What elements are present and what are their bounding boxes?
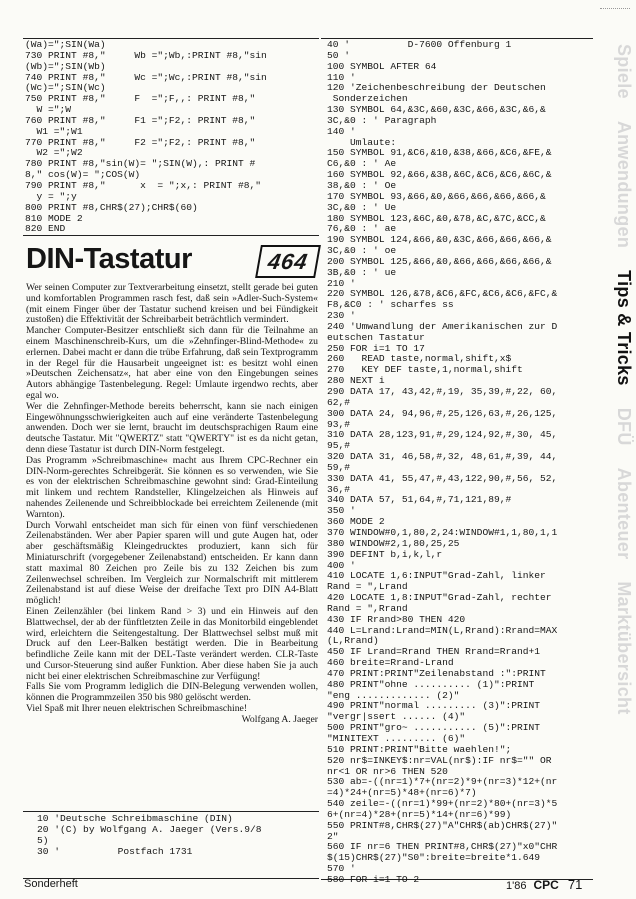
sidebar-section-3: DFÜ — [614, 407, 634, 446]
code-line: W1 =";W1 — [25, 125, 83, 137]
code-line: 560 IF nr=6 THEN PRINT#8,CHR$(27)"x0"CHR — [327, 841, 558, 853]
code-line: 580 FOR i=1 TO 2 — [327, 873, 420, 885]
code-line: W2 =";W2 — [25, 147, 83, 159]
code-line: 430 IF Rrand>80 THEN 420 — [327, 613, 466, 625]
code-line: W =";W — [25, 104, 72, 116]
article-title: DIN-Tastatur — [26, 243, 192, 275]
article-paragraph: Das Programm »Schreibmaschine« macht aus Ihrem CPC-Rechner ein DIN-Norm-gerechtes Schreibgerät. Sie können es so verwenden, wie Sie es von der elektrischen Schreibmaschine gewohnt sind: Grad-Einteilung mit linkem und rechtem Randsteller, Klingelzeichen als Hinweis auf nahendes Zeilenende und Schreibblockade bei erreichtem Zeilenende (mit Warnton). — [26, 454, 318, 520]
code-line: 100 SYMBOL AFTER 64 — [327, 60, 437, 72]
code-line: 450 IF Lrand=Rrand THEN Rrand=Rrand+1 — [327, 646, 541, 658]
code-line: 76,&0 : ' ae — [327, 223, 397, 235]
code-line: 390 DEFINT b,i,k,l,r — [327, 548, 443, 560]
code-line: 760 PRINT #8," F1 =";F2,: PRINT #8," — [25, 114, 256, 126]
code-line: 59,# — [327, 461, 351, 473]
code-line: 400 ' — [327, 559, 356, 571]
badge-label: 464 — [266, 248, 311, 274]
code-line: 570 ' — [327, 863, 356, 875]
code-line: 730 PRINT #8," Wb =";Wb,:PRINT #8,"sin — [25, 49, 267, 61]
code-line: 540 zeile=-((nr=1)*99+(nr=2)*80+(nr=3)*5 — [327, 798, 558, 810]
code-line: 370 WINDOW#0,1,80,2,24:WINDOW#1,1,80,1,1 — [327, 526, 558, 538]
code-line: 260 READ taste,normal,shift,x$ — [327, 353, 512, 365]
code-line: 490 PRINT"normal ......... (3)":PRINT — [327, 700, 541, 712]
article-paragraph: Einen Zeilenzähler (bei linkem Rand > 3) und ein Hinweis auf den Blattwechsel, der ab der fünftletzten Zeile in das Monitorbild eingeblendet wird, erleichtern die Seitengestaltung. Der Blattwechsel selbst muß mit Druck auf den Leer-Balken bestätigt werden. Die in Bearbeitung befindliche Zeile kann mit der DEL-Taste verändert werden. CLR-Taste und Cursor-Steuerung sind außer Funktion. Aber diese haben Sie ja auch nicht bei einer elektrischen Schreibmaschine zur Verfügung! — [26, 605, 318, 682]
code-line: 130 SYMBOL 64,&3C,&60,&3C,&66,&3C,&6,& — [327, 104, 546, 116]
code-line: (Wb)=";SIN(Wb) — [25, 60, 106, 72]
code-line: 3B,&0 : ' ue — [327, 266, 397, 278]
code-line: 8," cos(W)= ";COS(W) — [25, 169, 141, 181]
code-line: 38,&0 : ' Oe — [327, 179, 397, 191]
page-number: 71 — [567, 877, 583, 892]
code-line: Umlaute: — [327, 136, 397, 148]
code-line: 3C,&0 : ' Ue — [327, 201, 397, 213]
code-line: 95,# — [327, 440, 351, 452]
footer-brand: CPC — [533, 878, 559, 892]
code-line: 62,# — [327, 396, 351, 408]
code-line: (Wc)=";SIN(Wc) — [25, 82, 106, 94]
code-line: y = ";y — [25, 190, 77, 202]
code-line: "vergr|ssert ...... (4)" — [327, 711, 466, 723]
code-line: 300 DATA 24, 94,96,#,25,126,63,#,26,125, — [327, 407, 558, 419]
code-line: 170 SYMBOL 93,&66,&0,&66,&66,&66,&66,& — [327, 190, 546, 202]
code-line: 420 LOCATE 1,8:INPUT"Grad-Zahl, rechter — [327, 592, 552, 604]
code-line: F8,&C0 : ' scharfes ss — [327, 299, 454, 311]
code-line: 93,# — [327, 418, 351, 430]
code-line: 380 WINDOW#2,1,80,25,25 — [327, 537, 460, 549]
code-line: 310 DATA 28,123,91,#,29,124,92,#,30, 45, — [327, 429, 558, 441]
code-line: 290 DATA 17, 43,42,#,19, 35,39,#,22, 60, — [327, 386, 558, 397]
code-line: =4)*24+(nr=5)*48+(nr=6)*7) — [327, 787, 477, 799]
code-line: 2" — [327, 830, 339, 842]
left-code-listing-bottom — [23, 812, 319, 857]
left-code-listing-top — [23, 39, 319, 235]
code-line: 30 ' Postfach 1731 — [37, 845, 193, 857]
code-line: 110 ' — [327, 71, 356, 83]
code-line: 150 SYMBOL 91,&C6,&10,&38,&66,&C6,&FE,& — [327, 147, 552, 159]
code-line: 36,# — [327, 483, 351, 495]
code-line: Sonderzeichen — [327, 93, 408, 105]
code-line: 220 SYMBOL 126,&78,&C6,&FC,&C6,&C6,&FC,& — [327, 288, 558, 300]
code-line: 140 ' — [327, 125, 356, 137]
code-line: 190 SYMBOL 124,&66,&0,&3C,&66,&66,&66,& — [327, 234, 552, 246]
code-line: 20 '(C) by Wolfgang A. Jaeger (Vers.9/8 — [37, 823, 262, 835]
code-line: 230 ' — [327, 310, 356, 322]
code-line: 200 SYMBOL 125,&66,&0,&66,&66,&66,&66,& — [327, 255, 552, 267]
sidebar-section-2: Tips & Tricks — [614, 270, 634, 386]
code-line: 750 PRINT #8," F =";F,,: PRINT #8," — [25, 93, 256, 105]
code-line: 500 PRINT"gro~ ........... (5)":PRINT — [327, 722, 541, 734]
article-paragraph: Durch Vorwahl entscheidet man sich für einen von fünf verschiedenen Zeilenabständen. Wer aber Papier sparen will und gute Augen hat, oder aber geschäftsmäßig Kleingedrucktes produziert, kann sich für Miniaturschrift (vorgegebener Zeilenabstand) entscheiden. Er kann dann statt maximal 80 Zeichen pro Zeile bis zu 132 Zeichen bis zum Zeilenwechsel schreiben. Im Vergleich zur Normalschrift mit mittlerem Zeilenabstand ist auf diese Weise der dreifache Text pro DIN A4-Blatt möglich! — [26, 519, 318, 607]
sidebar-section-1: Anwendungen — [614, 120, 634, 249]
code-line: 5) — [37, 834, 49, 846]
code-line: (L,Rrand) — [327, 635, 379, 647]
code-line: 320 DATA 31, 46,58,#,32, 48,61,#,39, 44, — [327, 451, 558, 463]
code-line: 820 END — [25, 223, 66, 235]
code-line: "eng ............. (2)" — [327, 689, 460, 701]
code-line: 160 SYMBOL 92,&66,&38,&6C,&C6,&C6,&6C,& — [327, 169, 552, 181]
code-line: 470 PRINT:PRINT"Zeilenabstand :":PRINT — [327, 667, 546, 679]
code-line: 480 PRINT"ohne .......... (1)":PRINT — [327, 678, 535, 690]
code-line: 250 FOR i=1 TO 17 — [327, 342, 425, 354]
code-line: 50 ' — [327, 49, 351, 61]
section-sidebar — [596, 44, 634, 874]
code-line: 210 ' — [327, 277, 356, 289]
code-line: 10 'Deutsche Schreibmaschine (DIN) — [37, 813, 233, 824]
code-line: 120 'Zeichenbeschreibung der Deutschen — [327, 82, 546, 94]
article-paragraph: Wer seinen Computer zur Textverarbeitung einsetzt, stellt gerade bei guten und komfortablen Programmen rasch fest, daß sein »Adler-Such-System« (mit einem Finger über der Tastatur suchend kreisen und bei Fündigkeit zustoßen) die Effektivität der Schreibarbeit beträchtlich vermindert. — [26, 282, 318, 326]
code-line: 800 PRINT #8,CHR$(27);CHR$(60) — [25, 201, 198, 213]
top-edge-mark — [600, 8, 630, 13]
code-line: 460 breite=Rrand-Lrand — [327, 657, 454, 669]
code-line: 3C,&0 : ' Paragraph — [327, 114, 437, 126]
code-line: 40 ' D-7600 Offenburg 1 — [327, 39, 512, 50]
footer-label: Sonderheft — [24, 878, 78, 890]
article-paragraph: Mancher Computer-Besitzer entschließt sich dann für die Teilnahme an einem Maschinenschreib-Kurs, um die »Zehnfinger-Blind-Methode« zu erlernen. Dabei macht er dann die trübe Erfahrung, daß sein Textprogramm in der Regel für die Hausarbeit ungeeignet ist: es besitzt wohl einen »Deutschen Zeichensatz«, hat aber eine von den Eingebungen seines Autors abhängige Tastenbelegung. Regel: Umlaute irgendwo rechts, aber egal wo. — [26, 325, 318, 401]
article-title-block — [26, 243, 318, 279]
article-paragraph: Viel Spaß mit Ihrer neuen elektrischen Schreibmaschine! — [26, 703, 248, 715]
right-code-listing — [321, 39, 593, 886]
code-line: 350 ' — [327, 505, 356, 517]
code-line: 520 nr$=INKEY$:nr=VAL(nr$):IF nr$="" OR — [327, 754, 552, 766]
code-line: 740 PRINT #8," Wc =";Wc,:PRINT #8,"sin — [25, 71, 267, 83]
code-line: Rand = ",Rrand — [327, 602, 408, 614]
code-line: 410 LOCATE 1,6:INPUT"Grad-Zahl, linker — [327, 570, 546, 582]
code-line: 440 L=Lrand:Lrand=MIN(L,Rrand):Rrand=MAX — [327, 624, 558, 636]
footer-info — [506, 877, 582, 892]
code-line: 790 PRINT #8," x = ";x,: PRINT #8," — [25, 179, 262, 191]
code-line: 240 'Umwandlung der Amerikanischen zur D — [327, 320, 558, 332]
code-line: 360 MODE 2 — [327, 516, 385, 528]
article-body — [26, 283, 318, 726]
cpc-464-badge — [255, 245, 321, 278]
code-line: 530 ab=-((nr=1)*7+(nr=2)*9+(nr=3)*12+(nr — [327, 776, 558, 788]
code-line: 330 DATA 41, 55,47,#,43,122,90,#,56, 52, — [327, 472, 558, 484]
code-line: $(15)CHR$(27)"S0":breite=breite*1.649 — [327, 852, 541, 864]
code-line: 770 PRINT #8," F2 =";F2,: PRINT #8," — [25, 136, 256, 148]
code-line: 180 SYMBOL 123,&6C,&0,&78,&C,&7C,&CC,& — [327, 212, 546, 224]
left-code-box-bottom — [23, 811, 319, 879]
code-line: 3C,&0 : ' oe — [327, 245, 397, 257]
code-line: C6,&0 : ' Ae — [327, 158, 397, 170]
code-line: 780 PRINT #8,"sin(W)= ";SIN(W),: PRINT # — [25, 158, 256, 170]
code-line: 280 NEXT i — [327, 375, 385, 387]
code-line: nr<1 OR nr>6 THEN 520 — [327, 765, 448, 777]
left-code-box-top — [23, 38, 319, 236]
sidebar-section-4: Abenteuer — [614, 467, 634, 560]
sidebar-section-5: Marktübersicht — [614, 581, 634, 715]
footer-issue: 1'86 — [506, 880, 527, 892]
code-line: 270 KEY DEF taste,1,normal,shift — [327, 364, 523, 376]
code-line: Rand = ",Lrand — [327, 581, 408, 593]
code-line: eutschen Tastatur — [327, 331, 425, 343]
code-line: 810 MODE 2 — [25, 212, 83, 224]
code-line: 510 PRINT:PRINT"Bitte waehlen!"; — [327, 743, 512, 755]
sidebar-section-0: Spiele — [614, 44, 634, 99]
code-line: (Wa)=";SIN(Wa) — [25, 39, 106, 50]
code-line: "MINITEXT ......... (6)" — [327, 733, 466, 744]
article-author: Wolfgang A. Jaeger — [241, 713, 318, 725]
article-paragraph: Wer die Zehnfinger-Methode bereits beherrscht, kann sie nach einigen Eingewöhnungsschwierigkeiten auch auf eine veränderte Tastenbelegung anwenden. Doch wer sie lernt, braucht im deutschsprachigen Raum eine deutsche Tastatur. Mit "QWERTZ" statt "QWERTY" ist es da nicht getan, denn diese Tastatur ist durch DIN-Norm festgelegt. — [26, 400, 318, 455]
code-line: 6+(nr=4)*28+(nr=5)*14+(nr=6)*99) — [327, 808, 512, 820]
code-line: 550 PRINT#8,CHR$(27)"A"CHR$(ab)CHR$(27)" — [327, 819, 558, 831]
article-paragraph: Falls Sie vom Programm lediglich die DIN-Belegung verwenden wollen, können die Programmzeilen 350 bis 980 gelöscht werden. — [26, 681, 318, 704]
code-line: 340 DATA 57, 51,64,#,71,121,89,# — [327, 494, 512, 506]
section-index — [613, 44, 634, 715]
